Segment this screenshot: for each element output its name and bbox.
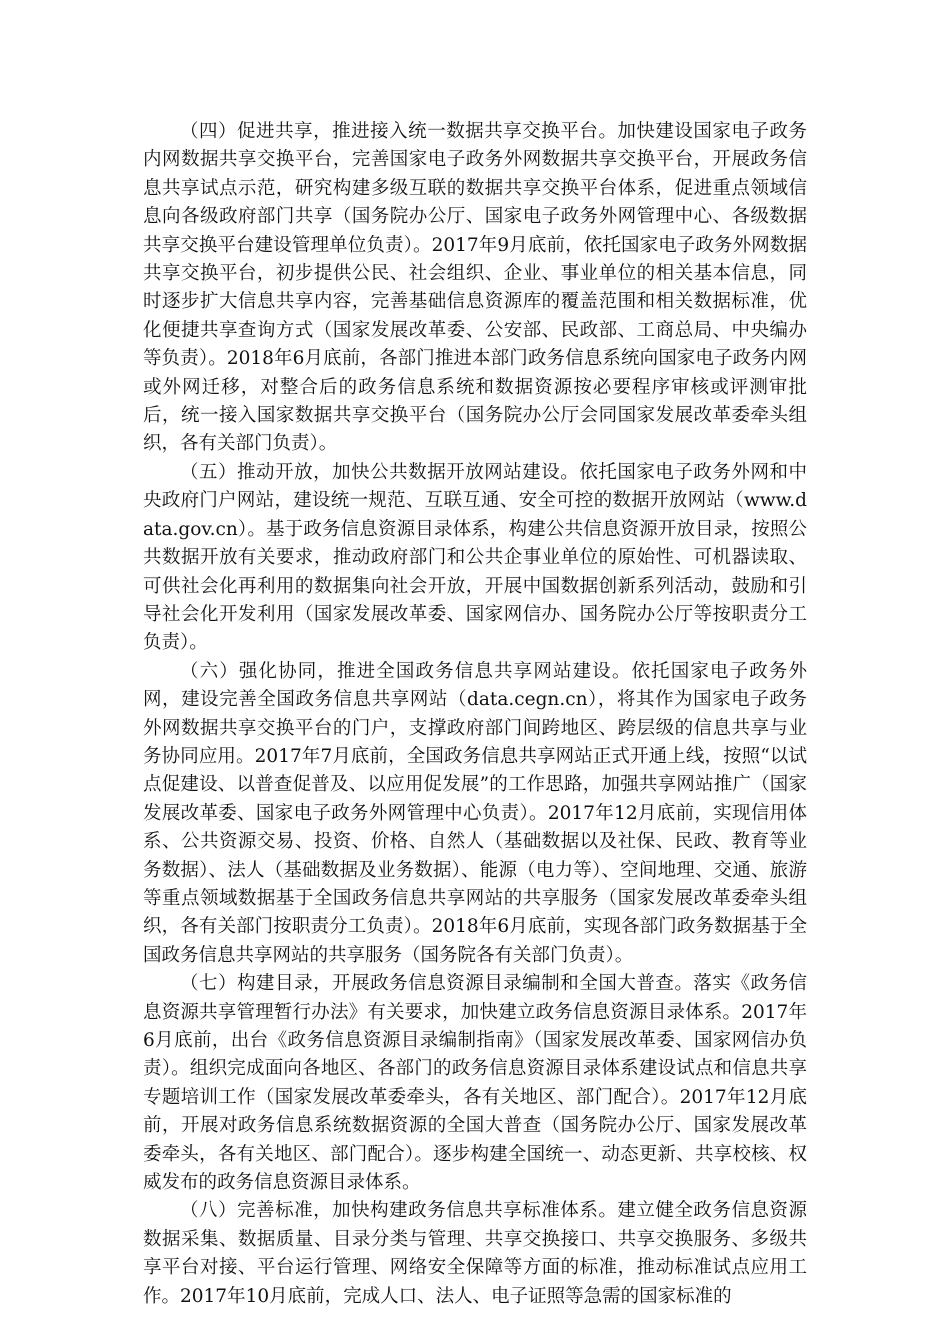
paragraph-open-data: （五）推动开放，加快公共数据开放网站建设。依托国家电子政务外网和中央政府门户网站，建设统一规范、互联互通、安全可控的数据开放网站（www.data.gov.cn）。基于政务信息资源目录体系，构建公共信息资源开放目录，按照公共数据开放有关要求，推动政府部门和公共企事业单位的原始性、可机器读取、可供社会化再利用的数据集向社会开放，开展中国数据创新系列活动，鼓励和引导社会化开发利用（国家发展改革委、国家网信办、国务院办公厅等按职责分工负责）。 — [143, 461, 807, 654]
paragraph-collaboration: （六）强化协同，推进全国政务信息共享网站建设。依托国家电子政务外网，建设完善全国政务信息共享网站（data.cegn.cn），将其作为国家电子政务外网数据共享交换平台的门户，支撑政府部门间跨地区、跨层级的信息共享与业务协同应用。2017年7月底前，全国政务信息共享网站正式开通上线，按照“以试点促建设、以普查促普及、以应用促发展”的工作思路，加强共享网站推广（国家发展改革委、国家电子政务外网管理中心负责）。2017年12月底前，实现信用体系、公共资源交易、投资、价格、自然人（基础数据以及社保、民政、教育等业务数据）、法人（基础数据及业务数据）、能源（电力等）、空间地理、交通、旅游等重点领域数据基于全国政务信息共享网站的共享服务（国家发展改革委牵头组织，各有关部门按职责分工负责）。2018年6月底前，实现各部门政务数据基于全国政务信息共享网站的共享服务（国务院各有关部门负责）。 — [143, 660, 807, 966]
paragraph-share-platform: （四）促进共享，推进接入统一数据共享交换平台。加快建设国家电子政务内网数据共享交换平台，完善国家电子政务外网数据共享交换平台，开展政务信息共享试点示范，研究构建多级互联的数据共享交换平台体系，促进重点领域信息向各级政府部门共享（国务院办公厅、国家电子政务外网管理中心、各级数据共享交换平台建设管理单位负责）。2017年9月底前，依托国家电子政务外网数据共享交换平台，初步提供公民、社会组织、企业、事业单位的相关基本信息，同时逐步扩大信息共享内容，完善基础信息资源库的覆盖范围和相关数据标准，优化便捷共享查询方式（国家发展改革委、公安部、民政部、工商总局、中央编办等负责）。2018年6月底前，各部门推进本部门政务信息系统向国家电子政务内网或外网迁移，对整合后的政务信息系统和数据资源按必要程序审核或评测审批后，统一接入国家数据共享交换平台（国务院办公厅会同国家发展改革委牵头组织，各有关部门负责）。 — [143, 121, 807, 455]
document-body — [143, 118, 807, 1311]
paragraph-standards: （八）完善标准，加快构建政务信息共享标准体系。建立健全政务信息资源数据采集、数据质量、目录分类与管理、共享交换接口、共享交换服务、多级共享平台对接、平台运行管理、网络安全保障等方面的标准，推动标准试点应用工作。2017年10月底前，完成人口、法人、电子证照等急需的国家标准的 — [143, 1200, 807, 1307]
paragraph-catalog: （七）构建目录，开展政务信息资源目录编制和全国大普查。落实《政务信息资源共享管理暂行办法》有关要求，加快建立政务信息资源目录体系。2017年6月底前，出台《政务信息资源目录编制指南》（国家发展改革委、国家网信办负责）。组织完成面向各地区、各部门的政务信息资源目录体系建设试点和信息共享专题培训工作（国家发展改革委牵头，各有关地区、部门配合）。2017年12月底前，开展对政务信息系统数据资源的全国大普查（国务院办公厅、国家发展改革委牵头，各有关地区、部门配合）。逐步构建全国统一、动态更新、共享校核、权威发布的政务信息资源目录体系。 — [143, 973, 807, 1194]
